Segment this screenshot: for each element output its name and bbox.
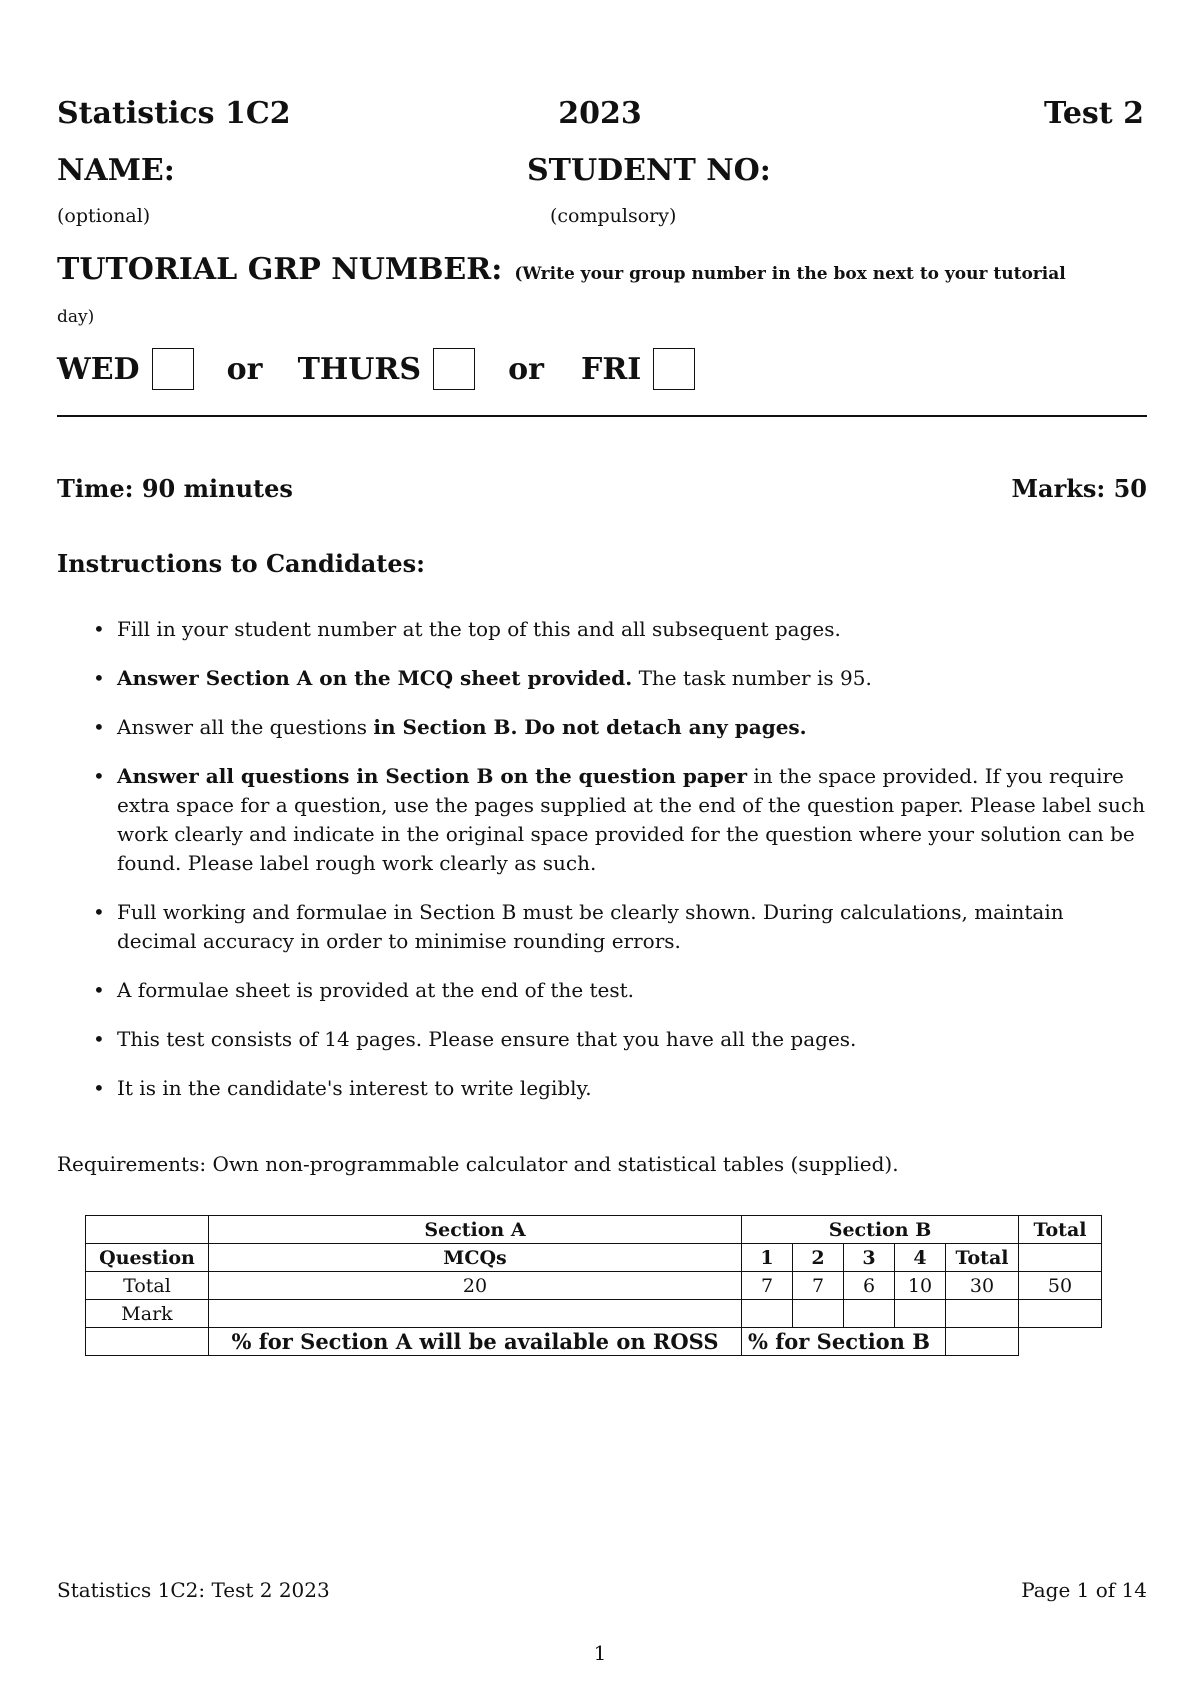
list-item — [117, 1025, 1147, 1054]
table-cell: 30 — [946, 1272, 1019, 1300]
page-number: 1 — [593, 1641, 607, 1665]
table-cell: 20 — [209, 1272, 742, 1300]
instruction-text: Answer all the questions — [117, 715, 374, 739]
instruction-text: A formulae sheet is provided at the end of the test. — [117, 978, 635, 1002]
table-cell: 50 — [1019, 1272, 1102, 1300]
footer-left: Statistics 1C2: Test 2 2023 — [57, 1578, 330, 1602]
tutorial-group-note-cont: day) — [57, 307, 95, 327]
student-number-note: (compulsory) — [550, 205, 677, 227]
question-header: Question — [86, 1244, 209, 1272]
table-cell — [1019, 1328, 1102, 1356]
section-a-percent-note: % for Section A will be available on ROSS — [209, 1328, 742, 1356]
table-row — [86, 1300, 1102, 1328]
mark-cell[interactable] — [895, 1300, 946, 1328]
instruction-text: Full working and formulae in Section B must be clearly shown. During calculations, maintain decimal accuracy in order to minimise rounding errors. — [117, 900, 1064, 953]
tutorial-group-label: TUTORIAL GRP NUMBER: — [57, 252, 503, 287]
day-label-thurs: THURS — [297, 351, 422, 387]
header-divider — [57, 415, 1147, 417]
total-marks: Marks: 50 — [1011, 474, 1147, 503]
instruction-bold: in Section B. Do not detach any pages. — [373, 715, 807, 739]
mark-cell[interactable] — [742, 1300, 793, 1328]
mark-cell[interactable] — [793, 1300, 844, 1328]
requirements-text: Requirements: Own non-programmable calculator and statistical tables (supplied). — [57, 1152, 899, 1176]
list-item — [117, 898, 1147, 956]
tutorial-day-row — [57, 348, 695, 390]
tutorial-group-line — [57, 252, 1147, 287]
instruction-bold: Answer Section A on the MCQ sheet provided. — [117, 666, 633, 690]
table-cell — [86, 1328, 209, 1356]
tutorial-group-note: (Write your group number in the box next to your tutorial — [514, 264, 1066, 284]
table-row — [86, 1272, 1102, 1300]
list-item — [117, 976, 1147, 1005]
day-label-wed: WED — [57, 351, 140, 387]
section-b-header: Section B — [742, 1216, 1019, 1244]
day-box-fri[interactable] — [653, 348, 695, 390]
name-optional-note: (optional) — [57, 205, 151, 227]
total-header: Total — [1019, 1216, 1102, 1244]
course-title: Statistics 1C2 — [57, 96, 291, 131]
exam-year: 2023 — [558, 96, 642, 131]
table-cell: 6 — [844, 1272, 895, 1300]
instruction-text: The task number is 95. — [632, 666, 872, 690]
mark-row-label: Mark — [86, 1300, 209, 1328]
or-separator: or — [226, 351, 263, 387]
name-label: NAME: — [57, 153, 175, 188]
instruction-text: Fill in your student number at the top of this and all subsequent pages. — [117, 617, 841, 641]
mark-cell[interactable] — [946, 1300, 1019, 1328]
list-item — [117, 1074, 1147, 1103]
day-box-thurs[interactable] — [433, 348, 475, 390]
mark-cell[interactable] — [1019, 1300, 1102, 1328]
instruction-text: It is in the candidate's interest to write legibly. — [117, 1076, 592, 1100]
table-cell — [86, 1216, 209, 1244]
instructions-heading: Instructions to Candidates: — [57, 549, 426, 578]
mark-cell[interactable] — [844, 1300, 895, 1328]
test-title: Test 2 — [1043, 96, 1144, 131]
section-b-percent-label: % for Section B — [742, 1328, 946, 1356]
day-label-fri: FRI — [581, 351, 642, 387]
list-item — [117, 762, 1147, 878]
student-number-label: STUDENT NO: — [527, 153, 771, 188]
list-item — [117, 713, 1147, 742]
instruction-text: This test consists of 14 pages. Please ensure that you have all the pages. — [117, 1027, 857, 1051]
table-row — [86, 1244, 1102, 1272]
instruction-text: in the space provided. If you require extra space for a question, use the pages supplied at the end of the question paper. Please label such work clearly and indicate in the original space provided for the question where your solution can be found. Please label rough work clearly as such. — [117, 764, 1146, 875]
section-b-total-header: Total — [946, 1244, 1019, 1272]
day-box-wed[interactable] — [152, 348, 194, 390]
or-separator: or — [508, 351, 544, 387]
table-cell: 10 — [895, 1272, 946, 1300]
instructions-list — [57, 615, 1147, 1123]
table-cell — [1019, 1244, 1102, 1272]
table-row — [86, 1216, 1102, 1244]
table-cell: 7 — [793, 1272, 844, 1300]
q1-header: 1 — [742, 1244, 793, 1272]
table-cell: 7 — [742, 1272, 793, 1300]
q2-header: 2 — [793, 1244, 844, 1272]
mcqs-header: MCQs — [209, 1244, 742, 1272]
time-allowed: Time: 90 minutes — [57, 474, 293, 503]
list-item — [117, 664, 1147, 693]
section-a-header: Section A — [209, 1216, 742, 1244]
table-row — [86, 1328, 1102, 1356]
q4-header: 4 — [895, 1244, 946, 1272]
list-item — [117, 615, 1147, 644]
section-b-percent-cell[interactable] — [946, 1328, 1019, 1356]
instruction-bold: Answer all questions in Section B on the question paper — [117, 764, 748, 788]
mark-cell[interactable] — [209, 1300, 742, 1328]
total-row-label: Total — [86, 1272, 209, 1300]
marks-table — [85, 1215, 1102, 1356]
q3-header: 3 — [844, 1244, 895, 1272]
footer-page: Page 1 of 14 — [1021, 1578, 1147, 1602]
